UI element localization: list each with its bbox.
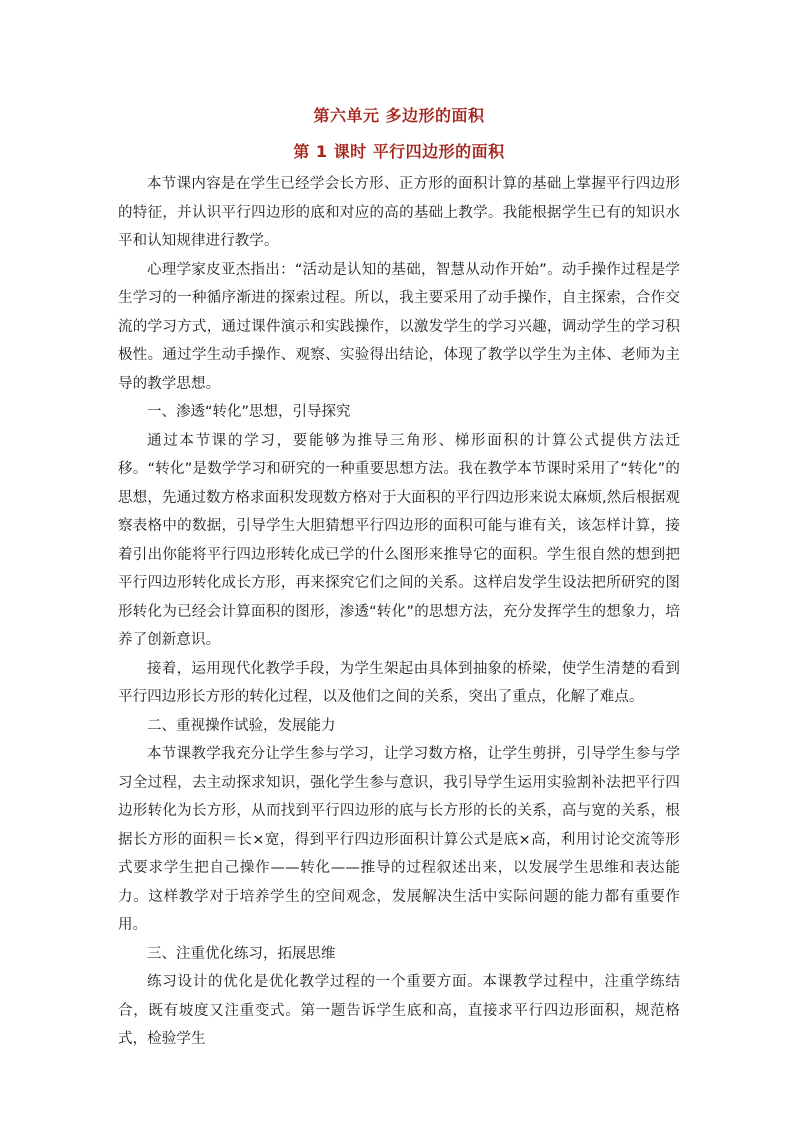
section-heading-1: 一、渗透“转化”思想，引导探究 bbox=[147, 404, 351, 420]
document-body bbox=[118, 170, 680, 1054]
paragraph-multimedia: 接着，运用现代化教学手段，为学生架起由具体到抽象的桥梁，使学生清楚的看到平行四边形长方形的转化过程，以及他们之间的关系，突出了重点，化解了难点。 bbox=[118, 660, 680, 705]
paragraph-practice: 练习设计的优化是优化教学过程的一个重要方面。本课教学过程中，注重学练结合，既有坡度又注重变式。第一题告诉学生底和高，直接求平行四边形面积，规范格式，检验学生 bbox=[118, 974, 680, 1047]
paragraph-piaget: 心理学家皮亚杰指出：“活动是认知的基础，智慧从动作开始”。动手操作过程是学生学习的一种循序渐进的探索过程。所以，我主要采用了动手操作，自主探索，合作交流的学习方式，通过课件演示和实践操作，以激发学生的学习兴趣，调动学生的学习积极性。通过学生动手操作、观察、实验得出结论，体现了教学以学生为主体、老师为主导的教学思想。 bbox=[118, 261, 680, 392]
unit-title: 第六单元 多边形的面积 bbox=[313, 106, 485, 125]
document-page bbox=[118, 100, 680, 1054]
paragraph-intro: 本节课内容是在学生已经学会长方形、正方形的面积计算的基础上掌握平行四边形的特征，并认识平行四边形的底和对应的高的基础上教学。我能根据学生已有的知识水平和认知规律进行教学。 bbox=[118, 176, 680, 249]
lesson-title: 第 1 课时 平行四边形的面积 bbox=[293, 142, 505, 161]
section-heading-2: 二、重视操作试验，发展能力 bbox=[147, 717, 336, 734]
paragraph-transform: 通过本节课的学习，要能够为推导三角形、梯形面积的计算公式提供方法迁移。“转化”是数学学习和研究的一种重要思想方法。我在教学本节课时采用了“转化”的思想，先通过数方格求面积发现数方格对于大面积的平行四边形来说太麻烦,然后根据观察表格中的数据，引导学生大胆猜想平行四边形的面积可能与谁有关，该怎样计算，接着引出你能将平行四边形转化成已学的什么图形来推导它的面积。学生很自然的想到把平行四边形转化成长方形，再来探究它们之间的关系。这样启发学生设法把所研究的图形转化为已经会计算面积的图形，渗透“转化”的思想方法，充分发挥学生的想象力，培养了创新意识。 bbox=[118, 432, 680, 648]
section-heading-3: 三、注重优化练习，拓展思维 bbox=[147, 945, 336, 962]
paragraph-operation: 本节课教学我充分让学生参与学习，让学习数方格，让学生剪拼，引导学生参与学习全过程，去主动探求知识，强化学生参与意识，我引导学生运用实验割补法把平行四边形转化为长方形，从而找到平行四边形的底与长方形的长的关系，高与宽的关系，根据长方形的面积＝长×宽，得到平行四边形面积计算公式是底×高，利用讨论交流等形式要求学生把自己操作——转化——推导的过程叙述出来，以发展学生思维和表达能力。这样教学对于培养学生的空间观念，发展解决生活中实际问题的能力都有重要作用。 bbox=[118, 746, 680, 933]
